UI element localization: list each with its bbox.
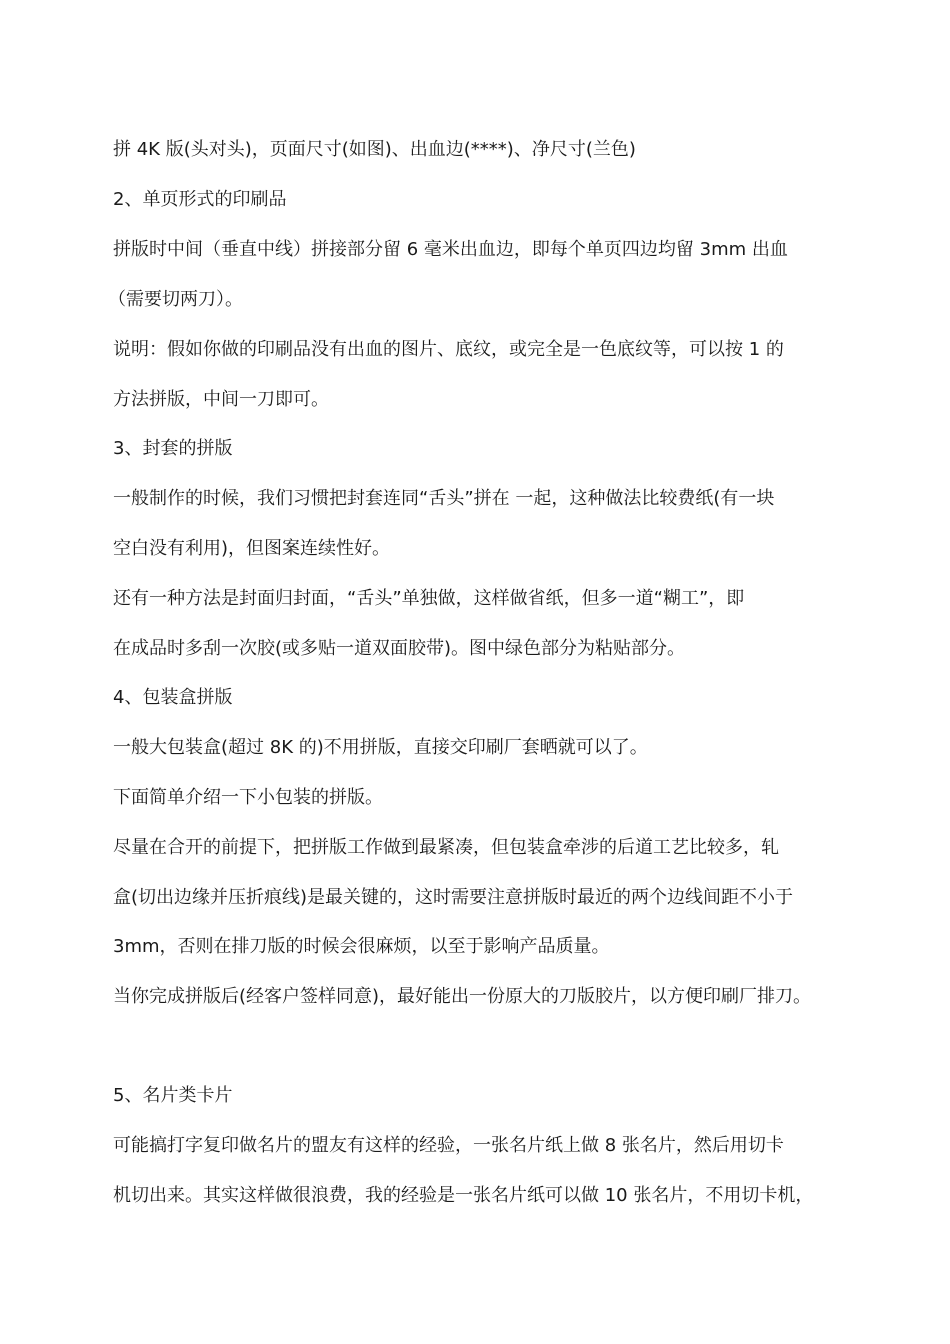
section-heading: 3、封套的拼版 [113,438,233,459]
paragraph-line: 拼 4K 版(头对头)，页面尺寸(如图)、出血边(****)、净尺寸(兰色) [113,139,636,160]
paragraph-line: 可能搞打字复印做名片的盟友有这样的经验，一张名片纸上做 8 张名片，然后用切卡 [113,1135,784,1156]
paragraph-line: 一般大包装盒(超过 8K 的)不用拼版，直接交印刷厂套晒就可以了。 [113,737,648,758]
paragraph-line: 3mm，否则在排刀版的时候会很麻烦，以至于影响产品质量。 [113,936,610,957]
paragraph-line: （需要切两刀）。 [108,289,243,310]
paragraph-line: 拼版时中间（垂直中线）拼接部分留 6 毫米出血边，即每个单页四边均留 3mm 出血 [113,239,788,260]
section-heading: 2、单页形式的印刷品 [113,189,287,210]
section-heading: 5、名片类卡片 [113,1085,233,1106]
paragraph-line: 机切出来。其实这样做很浪费，我的经验是一张名片纸可以做 10 张名片，不用切卡机， [113,1185,814,1206]
paragraph-line: 尽量在合开的前提下，把拼版工作做到最紧凑，但包装盒牵涉的后道工艺比较多，轧 [113,837,779,858]
paragraph-line: 盒(切出边缘并压折痕线)是最关键的，这时需要注意拼版时最近的两个边线间距不小于 [113,887,794,908]
paragraph-line: 还有一种方法是封面归封面，“舌头”单独做，这样做省纸，但多一道“糊工”，即 [113,588,745,609]
paragraph-line: 说明：假如你做的印刷品没有出血的图片、底纹，或完全是一色底纹等，可以按 1 的 [113,339,784,360]
paragraph-line: 空白没有利用)，但图案连续性好。 [113,538,391,559]
paragraph-line: 下面简单介绍一下小包装的拼版。 [113,787,383,808]
paragraph-line: 当你完成拼版后(经客户签样同意)，最好能出一份原大的刀版胶片，以方便印刷厂排刀。 [113,986,812,1007]
section-heading: 4、包装盒拼版 [113,687,233,708]
paragraph-line: 一般制作的时候，我们习惯把封套连同“舌头”拼在 一起，这种做法比较费纸(有一块 [113,488,775,509]
paragraph-line: 在成品时多刮一次胶(或多贴一道双面胶带)。图中绿色部分为粘贴部分。 [113,638,686,659]
paragraph-line: 方法拼版，中间一刀即可。 [113,389,329,410]
